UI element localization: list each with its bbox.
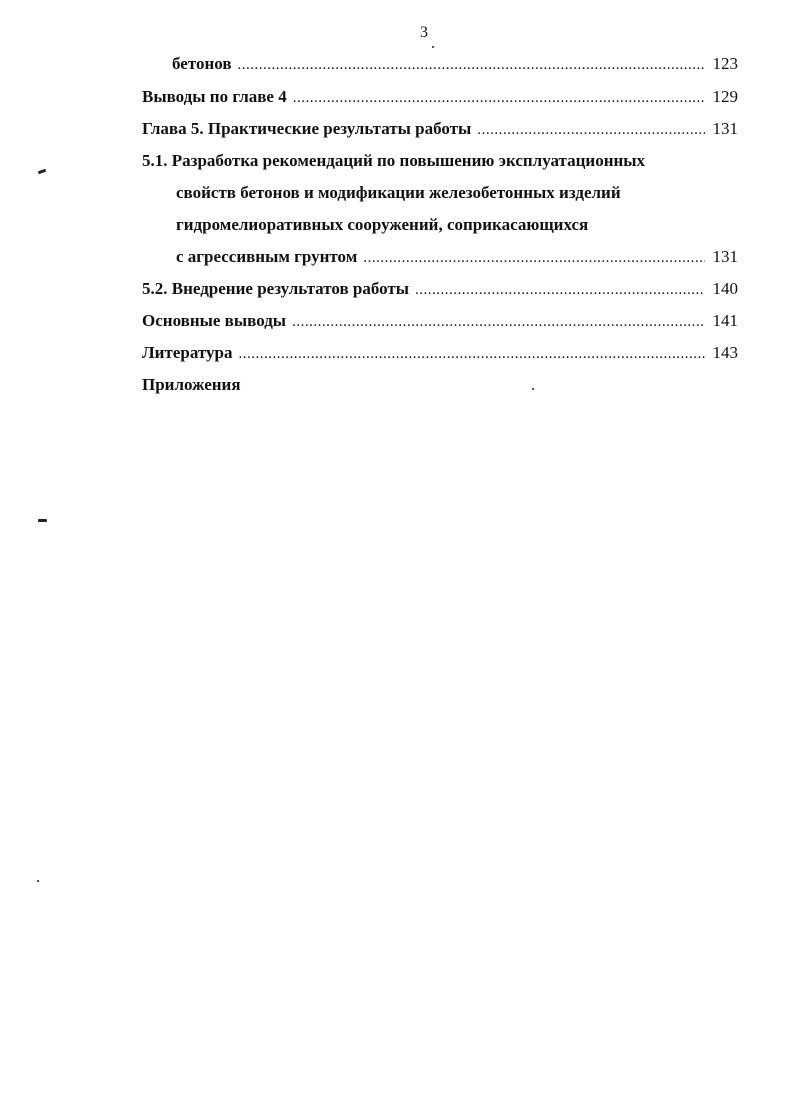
toc-entry-title-line: гидромелиоративных сооружений, соприкасающихся bbox=[176, 215, 589, 234]
page-number: 3 bbox=[420, 24, 428, 41]
toc-entry-title-line: свойств бетонов и модификации железобетонных изделий bbox=[176, 183, 621, 202]
toc-entry-title: Приложения bbox=[142, 375, 241, 394]
scan-mark bbox=[38, 519, 47, 522]
dot-leader bbox=[477, 118, 704, 142]
toc-entry-title: с агрессивным грунтом bbox=[176, 247, 358, 266]
toc-entry-page: 141 bbox=[712, 311, 738, 330]
toc-entry-title: Выводы по главе 4 bbox=[142, 87, 287, 106]
toc-entry-title: бетонов bbox=[172, 54, 232, 73]
toc-entry bbox=[172, 52, 738, 76]
dot-leader bbox=[415, 278, 704, 302]
dot-leader bbox=[363, 246, 704, 270]
toc-entry bbox=[142, 117, 738, 141]
toc-entry bbox=[142, 309, 738, 333]
scan-mark bbox=[432, 46, 434, 48]
toc-entry-title: 5.2. Внедрение результатов работы bbox=[142, 279, 410, 298]
toc-entry bbox=[142, 341, 738, 365]
toc-entry-title: Литература bbox=[142, 343, 233, 362]
toc-entry-title-line: 5.1. Разработка рекомендаций по повышению эксплуатационных bbox=[142, 151, 646, 170]
toc-entry-page: 131 bbox=[712, 247, 738, 266]
toc-entry-title: Глава 5. Практические результаты работы bbox=[142, 119, 472, 138]
scan-mark bbox=[532, 388, 534, 390]
toc-entry bbox=[142, 277, 738, 301]
toc-entry-page: 129 bbox=[712, 87, 738, 106]
dot-leader bbox=[238, 342, 704, 366]
dot-leader bbox=[238, 53, 705, 77]
toc-entry-page: 143 bbox=[712, 343, 738, 362]
toc-entry-page: 131 bbox=[712, 119, 738, 138]
toc-entry bbox=[142, 85, 738, 109]
dot-leader bbox=[293, 86, 705, 110]
toc-entry-page: 123 bbox=[712, 54, 738, 73]
toc-entry-title: Основные выводы bbox=[142, 311, 287, 330]
toc-entry bbox=[176, 245, 738, 269]
scan-mark bbox=[37, 880, 39, 882]
toc-entry-page: 140 bbox=[712, 279, 738, 298]
dot-leader bbox=[292, 310, 704, 334]
